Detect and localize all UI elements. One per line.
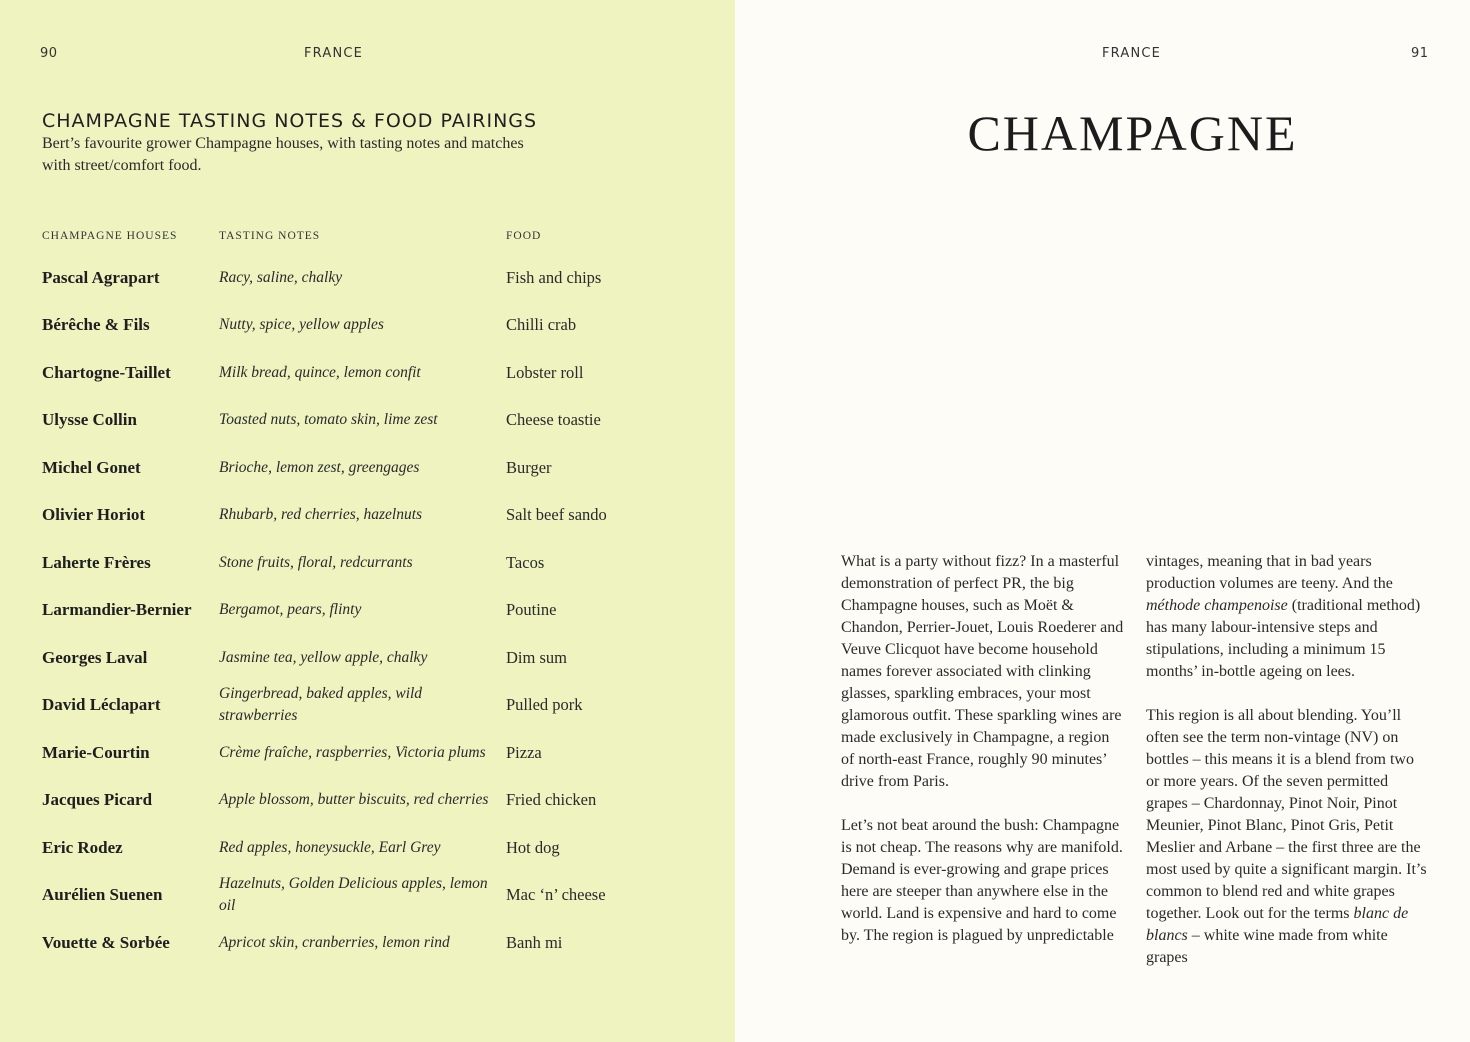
food-pairing: Salt beef sando [506, 505, 607, 525]
table-row [42, 444, 682, 492]
tasting-notes: Racy, saline, chalky [219, 268, 343, 286]
tasting-notes: Nutty, spice, yellow apples [219, 316, 384, 334]
food-pairing: Fish and chips [506, 267, 602, 287]
tasting-notes: Hazelnuts, Golden Delicious apples, lemon oil [219, 875, 488, 915]
house-name: Vouette & Sorbée [42, 932, 170, 952]
tasting-notes: Gingerbread, baked apples, wild strawberries [219, 685, 423, 725]
food-pairing: Fried chicken [506, 790, 597, 810]
house-name: Georges Laval [42, 647, 148, 667]
page-number-left: 90 [40, 46, 58, 61]
house-name: Jacques Picard [42, 790, 153, 810]
running-head-right: FRANCE [1102, 46, 1162, 61]
body-paragraph [1146, 551, 1431, 683]
table-row [42, 254, 682, 302]
body-text-italic: méthode champenoise [1146, 597, 1288, 614]
tasting-notes: Apricot skin, cranberries, lemon rind [219, 933, 450, 951]
running-head-left: FRANCE [304, 46, 364, 61]
food-pairing: Pulled pork [506, 695, 583, 715]
tasting-notes: Toasted nuts, tomato skin, lime zest [219, 411, 438, 429]
header-food: FOOD [506, 230, 542, 242]
tasting-notes: Rhubarb, red cherries, hazelnuts [219, 506, 423, 524]
food-pairing: Dim sum [506, 647, 567, 667]
table-row [42, 587, 682, 635]
body-text: (traditional method) has many labour-intensive steps and stipulations, including a minimum 15 months’ in-bottle ageing on lees. [1146, 597, 1421, 680]
table-body [42, 254, 682, 967]
food-pairing: Poutine [506, 600, 557, 620]
food-pairing: Lobster roll [506, 362, 584, 382]
food-pairing: Mac ‘n’ cheese [506, 885, 606, 905]
tasting-notes: Red apples, honeysuckle, Earl Grey [219, 838, 441, 856]
tasting-notes: Crème fraîche, raspberries, Victoria plums [219, 743, 486, 761]
table-row [42, 682, 682, 730]
house-name: Laherte Frères [42, 552, 151, 572]
house-name: Pascal Agrapart [42, 267, 160, 287]
body-text: This region is all about blending. You’ll often see the term non-vintage (NV) on bottles – this means it is a blend from two or more years. Of the seven permitted grapes – Chardonnay, Pinot Noir, Pinot Meunier, Pinot Blanc, Pinot Gris, Petit Meslier and Arbane – the first three are the most used by quite a significant margin. It’s common to blend red and white grapes together. Look out for the terms [1146, 707, 1427, 922]
house-name: Marie-Courtin [42, 742, 150, 762]
food-pairing: Cheese toastie [506, 410, 601, 430]
tasting-notes: Jasmine tea, yellow apple, chalky [219, 648, 428, 666]
table-header [42, 226, 682, 246]
tasting-notes: Bergamot, pears, flinty [219, 601, 362, 619]
body-text-italic: blanc de blancs [1146, 905, 1409, 944]
table-row [42, 539, 682, 587]
table-row [42, 397, 682, 445]
tasting-notes: Apple blossom, butter biscuits, red cherries [219, 791, 489, 809]
table-row [42, 729, 682, 777]
table-row [42, 492, 682, 540]
house-name: David Léclapart [42, 695, 161, 715]
food-pairing: Banh mi [506, 932, 563, 952]
tasting-notes: Milk bread, quince, lemon confit [219, 363, 421, 381]
house-name: Michel Gonet [42, 457, 141, 477]
right-page [735, 0, 1470, 1042]
house-name: Chartogne-Taillet [42, 362, 171, 382]
table-row [42, 777, 682, 825]
food-pairing: Chilli crab [506, 315, 577, 335]
body-text: – white wine made from white grapes [1146, 927, 1388, 966]
food-pairing: Hot dog [506, 837, 560, 857]
house-name: Ulysse Collin [42, 410, 137, 430]
house-name: Aurélien Suenen [42, 885, 163, 905]
table-row [42, 634, 682, 682]
body-column-2 [1146, 551, 1431, 991]
section-title: CHAMPAGNE TASTING NOTES & FOOD PAIRINGS [42, 110, 538, 132]
house-name: Olivier Horiot [42, 505, 146, 525]
section-subtitle: Bert’s favourite grower Champagne houses, with tasting notes and matches with street/comfort food. [42, 135, 524, 174]
food-pairing: Burger [506, 457, 552, 477]
pairings-table [42, 226, 682, 967]
table-row [42, 919, 682, 967]
house-name: Larmandier-Bernier [42, 600, 192, 620]
header-tasting-notes: TASTING NOTES [219, 230, 321, 242]
table-row [42, 824, 682, 872]
page-number-right: 91 [1411, 46, 1429, 61]
table-row [42, 349, 682, 397]
tasting-notes: Stone fruits, floral, redcurrants [219, 553, 413, 571]
food-pairing: Pizza [506, 742, 542, 762]
body-paragraph [1146, 705, 1431, 969]
table-row [42, 872, 682, 920]
tasting-notes: Brioche, lemon zest, greengages [219, 458, 420, 476]
body-paragraph: Let’s not beat around the bush: Champagne is not cheap. The reasons why are manifold. Demand is ever-growing and grape prices here are steeper than anywhere else in the world. Land is expensive and hard to come by. The region is plagued by unpredictable [841, 817, 1123, 944]
body-text: vintages, meaning that in bad years production volumes are teeny. And the [1146, 553, 1393, 592]
food-pairing: Tacos [506, 552, 545, 572]
house-name: Eric Rodez [42, 837, 123, 857]
body-paragraph: What is a party without fizz? In a masterful demonstration of perfect PR, the big Champagne houses, such as Moët & Chandon, Perrier-Jouet, Louis Roederer and Veuve Clicquot have become household names forever associated with clinking glasses, sparkling embraces, your most glamorous outfit. These sparkling wines are made exclusively in Champagne, a region of north-east France, roughly 90 minutes’ drive from Paris. [841, 553, 1124, 790]
house-name: Bérêche & Fils [42, 315, 150, 335]
table-row [42, 302, 682, 350]
header-houses: CHAMPAGNE HOUSES [42, 230, 178, 242]
chapter-title: CHAMPAGNE [967, 105, 1298, 161]
body-column-1 [841, 551, 1126, 969]
